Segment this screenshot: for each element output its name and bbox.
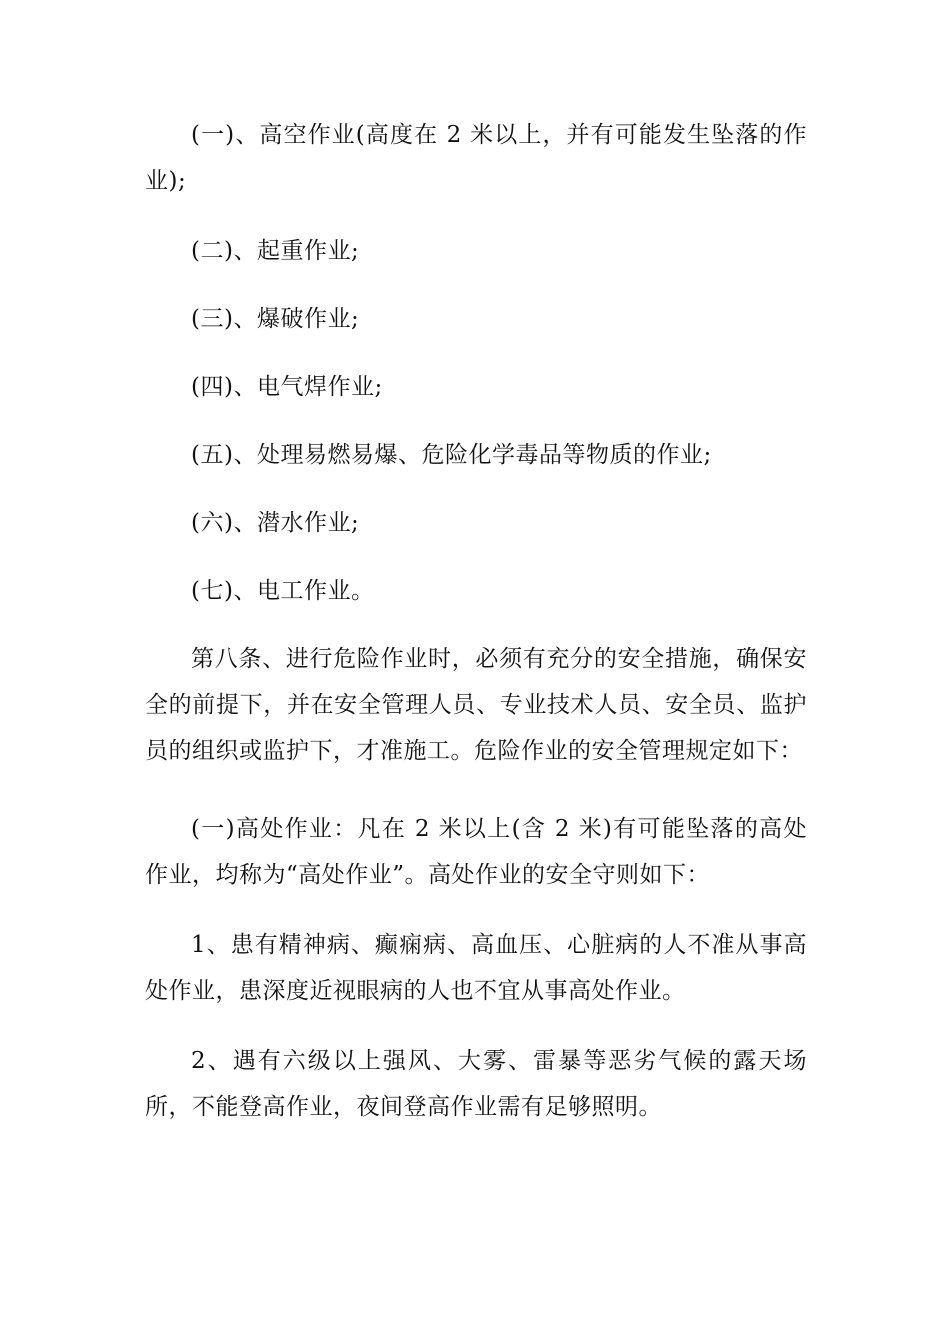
paragraph-item-2: (二)、起重作业;	[191, 238, 360, 264]
rule-2-paragraph: 2、遇有六级以上强风、大雾、雷暴等恶劣气候的露天场所，不能登高作业，夜间登高作业需有足够照明。	[145, 1048, 807, 1120]
paragraph-item-6: (六)、潜水作业;	[191, 510, 360, 536]
high-place-work-paragraph: (一)高处作业：凡在 2 米以上(含 2 米)有可能坠落的高处作业，均称为“高处作业”。高处作业的安全守则如下：	[145, 816, 807, 888]
paragraph-item-4: (四)、电气焊作业;	[191, 374, 383, 400]
paragraph-item-1: (一)、高空作业(高度在 2 米以上，并有可能发生坠落的作业);	[145, 122, 807, 194]
paragraph-item-5: (五)、处理易燃易爆、危险化学毒品等物质的作业;	[191, 442, 712, 468]
article-8-paragraph: 第八条、进行危险作业时，必须有充分的安全措施，确保安全的前提下，并在安全管理人员、专业技术人员、安全员、监护员的组织或监护下，才准施工。危险作业的安全管理规定如下：	[145, 646, 807, 764]
rule-1-paragraph: 1、患有精神病、癫痫病、高血压、心脏病的人不准从事高处作业，患深度近视眼病的人也不宜从事高处作业。	[145, 932, 807, 1004]
paragraph-item-3: (三)、爆破作业;	[191, 306, 360, 332]
paragraph-item-7: (七)、电工作业。	[191, 578, 375, 604]
